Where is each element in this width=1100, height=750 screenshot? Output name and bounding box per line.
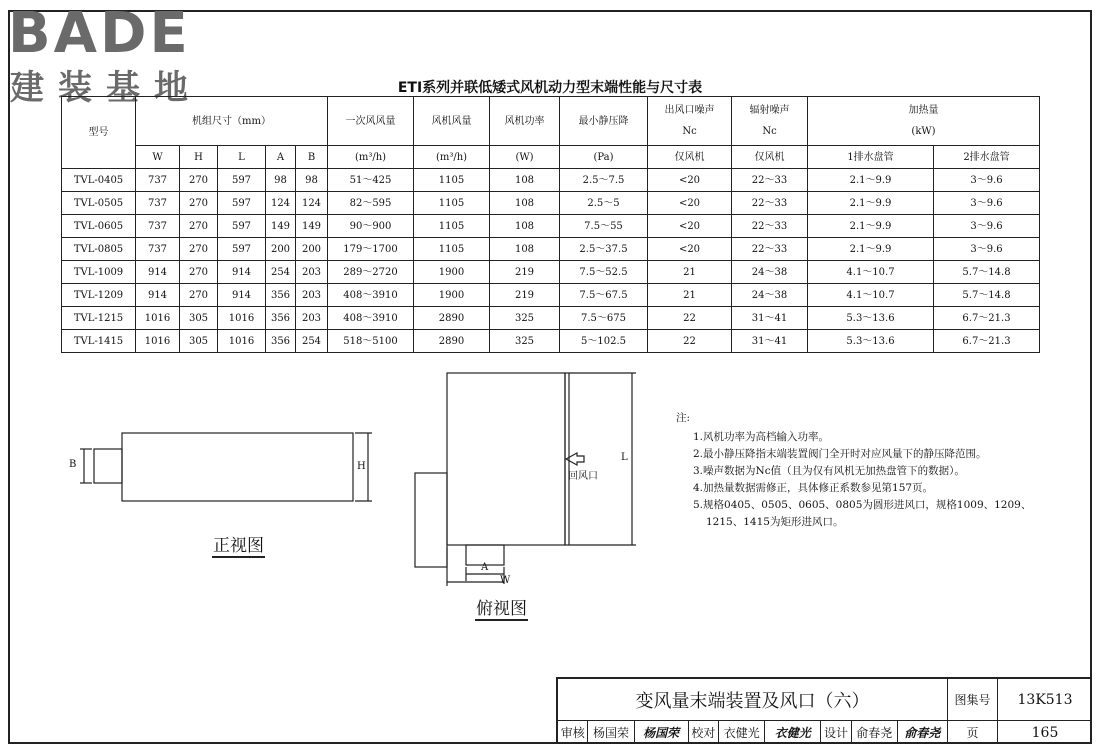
reviewer-name: 杨国荣 [588, 721, 634, 744]
header-dims: 机组尺寸（mm） [136, 97, 328, 146]
table-cell: 737 [136, 215, 180, 238]
front-view-label: 正视图 [213, 536, 264, 556]
table-cell: <20 [648, 192, 732, 215]
table-cell: 31～41 [732, 330, 808, 353]
table-cell: 1105 [414, 192, 490, 215]
table-cell: 1105 [414, 238, 490, 261]
table-cell: 289～2720 [328, 261, 414, 284]
header-min-static: 最小静压降 [560, 97, 648, 146]
logo-text-en: BADE [8, 1, 191, 66]
title-block [556, 677, 1092, 744]
table-cell: 597 [218, 215, 266, 238]
table-cell: 124 [266, 192, 296, 215]
table-cell: 325 [490, 307, 560, 330]
header-model: 型号 [62, 97, 136, 169]
table-cell: 98 [266, 169, 296, 192]
table-cell: 2.1～9.9 [808, 215, 934, 238]
checker-name: 衣健光 [719, 721, 765, 744]
sub-fan-air-unit: (m³/h) [414, 146, 490, 169]
table-cell: 24～38 [732, 284, 808, 307]
table-cell: 408～3910 [328, 307, 414, 330]
table-cell: 2.5～7.5 [560, 169, 648, 192]
table-cell: 108 [490, 169, 560, 192]
sheet-title: 变风量末端装置及风口（六） [558, 679, 948, 721]
table-cell: 914 [136, 261, 180, 284]
table-cell: 4.1～10.7 [808, 284, 934, 307]
top-unit-body [447, 373, 565, 545]
table-cell: TVL-1215 [62, 307, 136, 330]
table-cell: 5.3～13.6 [808, 307, 934, 330]
sub-b: B [296, 146, 328, 169]
radiated-noise-unit: Nc [762, 126, 777, 137]
table-cell: 1016 [136, 307, 180, 330]
table-cell: 2.1～9.9 [808, 169, 934, 192]
table-cell: 3～9.6 [934, 215, 1040, 238]
table-cell: TVL-0505 [62, 192, 136, 215]
outlet-noise-label: 出风口噪声 [664, 105, 715, 116]
table-cell: TVL-0605 [62, 215, 136, 238]
heating-unit: (kW) [911, 126, 936, 137]
table-cell: 203 [296, 261, 328, 284]
table-cell: 270 [180, 169, 218, 192]
table-cell: 22～33 [732, 238, 808, 261]
table-cell: 21 [648, 284, 732, 307]
table-cell: 149 [296, 215, 328, 238]
table-cell: 7.5～52.5 [560, 261, 648, 284]
sub-primary-unit: (m³/h) [328, 146, 414, 169]
dim-h-label: H [357, 461, 366, 472]
table-cell: 5.7～14.8 [934, 284, 1040, 307]
table-cell: 5.3～13.6 [808, 330, 934, 353]
table-cell: 270 [180, 192, 218, 215]
front-inlet-collar [94, 449, 122, 483]
table-cell: 737 [136, 238, 180, 261]
sub-min-sp-unit: (Pa) [560, 146, 648, 169]
table-cell: 51～425 [328, 169, 414, 192]
table-cell: 200 [266, 238, 296, 261]
page-value: 165 [1031, 724, 1059, 741]
table-cell: 1105 [414, 169, 490, 192]
table-cell: 6.7～21.3 [934, 330, 1040, 353]
table-cell: 597 [218, 169, 266, 192]
front-unit-body [122, 433, 353, 501]
designer-signature: 俞春尧 [904, 726, 941, 740]
dim-l-label: L [621, 452, 628, 463]
table-cell: 108 [490, 192, 560, 215]
logo-text-cn: 建装基地 [10, 68, 202, 108]
table-cell: 6.7～21.3 [934, 307, 1040, 330]
table-cell: 2.5～5 [560, 192, 648, 215]
table-cell: 2890 [414, 307, 490, 330]
table-title: ETI系列并联低矮式风机动力型末端性能与尺寸表 [397, 80, 703, 96]
note-5: 5.规格0405、0505、0605、0805为圆形进风口，规格1009、1209、 [693, 499, 1032, 511]
table-cell: 305 [180, 330, 218, 353]
table-cell: 2890 [414, 330, 490, 353]
header-fan-power: 风机功率 [490, 97, 560, 146]
table-cell: TVL-0405 [62, 169, 136, 192]
table-cell: 22～33 [732, 215, 808, 238]
heating-label: 加热量 [908, 105, 939, 116]
table-cell: 914 [218, 284, 266, 307]
table-cell: 3～9.6 [934, 192, 1040, 215]
top-fan-box [415, 473, 447, 567]
sub-rad-fan-only: 仅风机 [732, 146, 808, 169]
table-cell: 254 [296, 330, 328, 353]
table-cell: 31～41 [732, 307, 808, 330]
top-view-label: 俯视图 [476, 599, 527, 619]
review-label: 审核 [558, 721, 588, 744]
table-cell: 408～3910 [328, 284, 414, 307]
signature-row [558, 721, 948, 744]
table-cell: 7.5～67.5 [560, 284, 648, 307]
sub-l: L [218, 146, 266, 169]
table-cell: 98 [296, 169, 328, 192]
table-cell: 82～595 [328, 192, 414, 215]
table-cell: 1016 [218, 307, 266, 330]
sub-h: H [180, 146, 218, 169]
reviewer-signature: 杨国荣 [635, 721, 689, 744]
table-cell: 21 [648, 261, 732, 284]
table-cell: 270 [180, 215, 218, 238]
radiated-noise-label: 辐射噪声 [749, 105, 790, 116]
sub-coil-2: 2排水盘管 [934, 146, 1040, 169]
outlet-noise-unit: Nc [682, 126, 697, 137]
table-cell: 5.7～14.8 [934, 261, 1040, 284]
table-cell: 2.5～37.5 [560, 238, 648, 261]
note-1: 1.风机功率为高档输入功率。 [693, 431, 830, 443]
note-4: 4.加热量数据需修正，具体修正系数参见第157页。 [693, 482, 934, 494]
table-cell: 3～9.6 [934, 238, 1040, 261]
table-cell: 203 [296, 284, 328, 307]
table-cell: 325 [490, 330, 560, 353]
table-cell: 108 [490, 215, 560, 238]
page-label: 页 [948, 721, 998, 744]
table-cell: 270 [180, 261, 218, 284]
dim-b-label: B [69, 459, 77, 470]
table-cell: 22～33 [732, 169, 808, 192]
check-label: 校对 [689, 721, 719, 744]
sub-a: A [266, 146, 296, 169]
table-cell: 1016 [218, 330, 266, 353]
table-cell: 7.5～55 [560, 215, 648, 238]
table-cell: 270 [180, 238, 218, 261]
dim-a-label: A [481, 562, 489, 573]
table-cell: <20 [648, 215, 732, 238]
table-cell: 356 [266, 330, 296, 353]
checker-signature: 衣健光 [765, 721, 821, 744]
table-cell: 3～9.6 [934, 169, 1040, 192]
table-cell: 2.1～9.9 [808, 238, 934, 261]
table-cell: 1105 [414, 215, 490, 238]
designer-name: 俞春尧 [852, 721, 898, 744]
header-primary-air: 一次风风量 [328, 97, 414, 146]
sub-w: W [136, 146, 180, 169]
table-cell: 219 [490, 284, 560, 307]
table-cell: 179～1700 [328, 238, 414, 261]
table-cell: 90～900 [328, 215, 414, 238]
table-cell: 305 [180, 307, 218, 330]
table-cell: 5～102.5 [560, 330, 648, 353]
table-cell: 518～5100 [328, 330, 414, 353]
table-cell: 356 [266, 284, 296, 307]
table-cell: 270 [180, 284, 218, 307]
table-cell: 219 [490, 261, 560, 284]
table-cell: 1900 [414, 284, 490, 307]
dim-w-label: W [500, 575, 511, 586]
table-cell: 108 [490, 238, 560, 261]
header-fan-air: 风机风量 [414, 97, 490, 146]
table-cell: 22 [648, 307, 732, 330]
sub-coil-1: 1排水盘管 [808, 146, 934, 169]
table-cell: 737 [136, 169, 180, 192]
sub-fan-power-unit: (W) [490, 146, 560, 169]
table-cell: 1900 [414, 261, 490, 284]
design-label: 设计 [821, 721, 851, 744]
table-cell: 737 [136, 192, 180, 215]
table-cell: 124 [296, 192, 328, 215]
table-cell: 2.1～9.9 [808, 192, 934, 215]
table-cell: TVL-1009 [62, 261, 136, 284]
atlas-no-label: 图集号 [948, 679, 998, 721]
notes-title: 注: [676, 412, 691, 424]
notes [676, 410, 1031, 531]
table-cell: 914 [218, 261, 266, 284]
table-cell: TVL-1209 [62, 284, 136, 307]
return-air-label: 回风口 [568, 471, 598, 482]
table-cell: 22～33 [732, 192, 808, 215]
table-cell: 149 [266, 215, 296, 238]
note-5-continued: 1215、1415为矩形进风口。 [706, 516, 844, 528]
table-cell: 200 [296, 238, 328, 261]
table-cell: 22 [648, 330, 732, 353]
table-cell: 7.5～675 [560, 307, 648, 330]
table-cell: 597 [218, 192, 266, 215]
table-cell: 203 [296, 307, 328, 330]
table-cell: 1016 [136, 330, 180, 353]
note-2: 2.最小静压降指末端装置阀门全开时对应风量下的静压降范围。 [693, 448, 987, 460]
table-cell: 356 [266, 307, 296, 330]
note-3: 3.噪声数据为Nc值（且为仅有风机无加热盘管下的数据）。 [693, 465, 965, 477]
table-cell: 4.1～10.7 [808, 261, 934, 284]
table-cell: 24～38 [732, 261, 808, 284]
table-cell: <20 [648, 169, 732, 192]
table-cell: 914 [136, 284, 180, 307]
atlas-no-value: 13K513 [998, 679, 1092, 721]
sub-outlet-fan-only: 仅风机 [648, 146, 732, 169]
table-cell: 254 [266, 261, 296, 284]
table-cell: <20 [648, 238, 732, 261]
table-cell: 597 [218, 238, 266, 261]
table-cell: TVL-0805 [62, 238, 136, 261]
table-cell: TVL-1415 [62, 330, 136, 353]
